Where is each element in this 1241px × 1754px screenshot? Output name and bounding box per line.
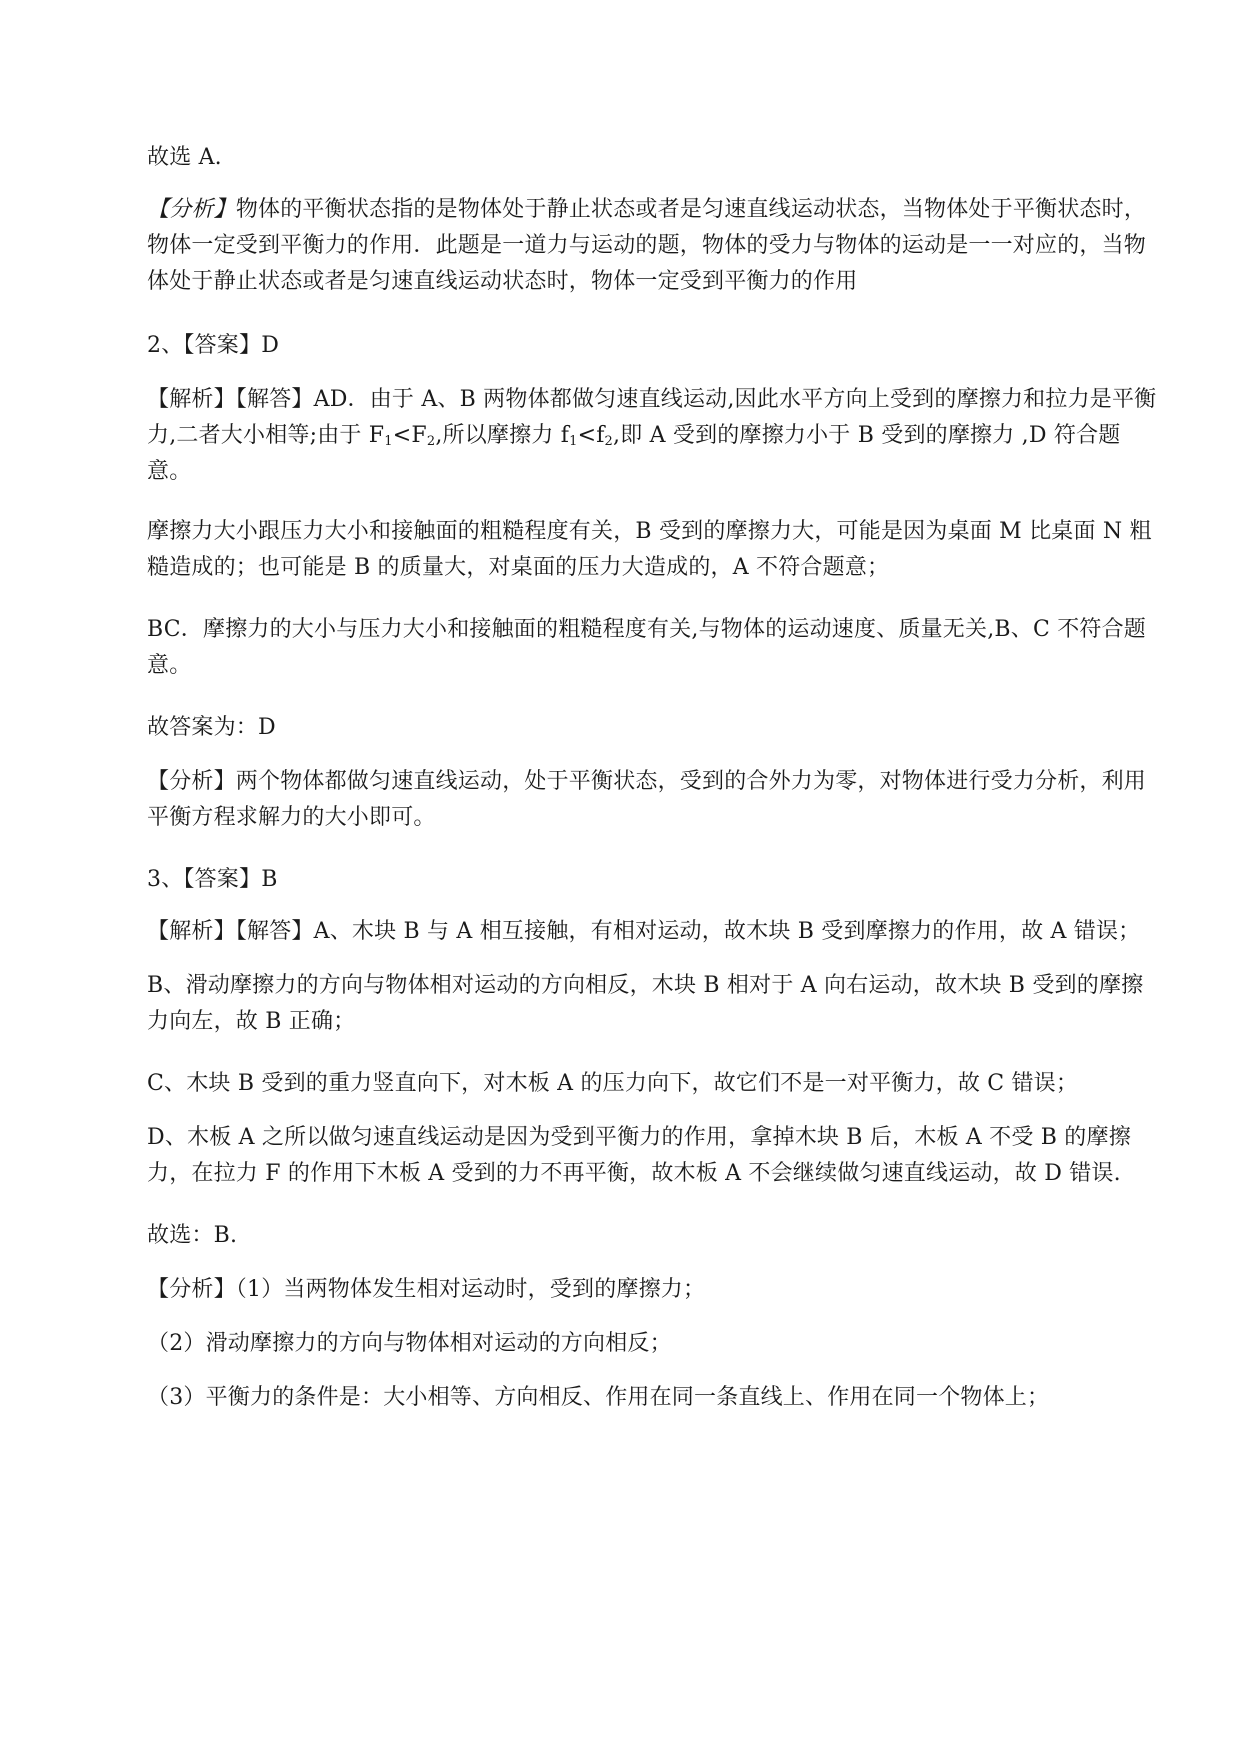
point-c-paragraph: [147, 1066, 1157, 1102]
subscript: 2: [426, 434, 436, 449]
subscript: 1: [569, 434, 578, 449]
solution-paragraph-3: [147, 914, 1157, 950]
final-answer-2: [147, 710, 1157, 746]
paragraph-text: 【分析】（1）当两物体发生相对运动时，受到的摩擦力；: [147, 1277, 706, 1302]
paragraph-text: 【分析】两个物体都做匀速直线运动，处于平衡状态，受到的合外力为零，对物体进行受力分析，利用平衡方程求解力的大小即可。: [147, 769, 1147, 830]
subscript: 2: [604, 434, 614, 449]
point-d-paragraph: [147, 1120, 1157, 1192]
analysis-point-2: [147, 1326, 1157, 1362]
paragraph-text: C、木块 B 受到的重力竖直向下，对木板 A 的压力向下，故它们不是一对平衡力，故 C 错误；: [147, 1071, 1079, 1096]
final-answer-3: [147, 1218, 1157, 1254]
answer-heading-2: [147, 328, 1157, 364]
solution-text-part: ,所以摩擦力 f: [435, 423, 570, 448]
answer-heading-3: [147, 862, 1157, 898]
answer-line: 故选 A.: [147, 145, 222, 170]
analysis-paragraph-2: [147, 764, 1157, 836]
bc-paragraph: [147, 612, 1157, 684]
analysis-point-1: [147, 1272, 1157, 1308]
point-b-paragraph: [147, 968, 1157, 1040]
answer-heading: 3、【答案】B: [147, 867, 278, 892]
paragraph-text: 故答案为：D: [147, 715, 276, 740]
subscript: 1: [384, 434, 393, 449]
answer-choice-a: [147, 140, 1157, 176]
analysis-point-3: [147, 1380, 1157, 1416]
paragraph-text: D、木板 A 之所以做匀速直线运动是因为受到平衡力的作用，拿掉木块 B 后，木板 A 不受 B 的摩擦力，在拉力 F 的作用下木板 A 受到的力不再平衡，故木板 A 不会继续做匀速直线运动，故 D 错误.: [147, 1125, 1131, 1186]
paragraph-text: （3）平衡力的条件是：大小相等、方向相反、作用在同一条直线上、作用在同一个物体上；: [147, 1385, 1050, 1410]
friction-paragraph: [147, 514, 1157, 586]
answer-heading: 2、【答案】D: [147, 333, 280, 358]
paragraph-text: 故选：B.: [147, 1223, 238, 1248]
paragraph-text: 摩擦力大小跟压力大小和接触面的粗糙程度有关，B 受到的摩擦力大，可能是因为桌面 M 比桌面 N 粗糙造成的；也可能是 B 的质量大，对桌面的压力大造成的，A 不符合题意；: [147, 519, 1152, 580]
paragraph-text: B、滑动摩擦力的方向与物体相对运动的方向相反，木块 B 相对于 A 向右运动，故木块 B 受到的摩擦力向左，故 B 正确；: [147, 973, 1144, 1034]
solution-text-part: 【解析】【解答】AD．由于 A、B 两物体都做匀速直线运动,因此水平方向上受到的摩擦力和拉力是平衡力,二者大小相等;由于 F: [147, 387, 1157, 448]
solution-text-part: <F: [392, 423, 427, 448]
paragraph-text: （2）滑动摩擦力的方向与物体相对运动的方向相反；: [147, 1331, 672, 1356]
analysis-text: 物体的平衡状态指的是物体处于静止状态或者是匀速直线运动状态，当物体处于平衡状态时，物体一定受到平衡力的作用．此题是一道力与运动的题，物体的受力与物体的运动是一一对应的，当物体处于静止状态或者是匀速直线运动状态时，物体一定受到平衡力的作用: [147, 197, 1147, 294]
analysis-paragraph-1: [147, 192, 1157, 300]
solution-text-part: ,即 A 受到的摩擦力小于 B 受到的摩擦力 ,D 符合题意。: [147, 423, 1121, 484]
solution-text-part: <f: [577, 423, 605, 448]
paragraph-text: BC．摩擦力的大小与压力大小和接触面的粗糙程度有关,与物体的运动速度、质量无关,B、C 不符合题意。: [147, 617, 1146, 678]
paragraph-text: 【解析】【解答】A、木块 B 与 A 相互接触，有相对运动，故木块 B 受到摩擦力的作用，故 A 错误；: [147, 919, 1141, 944]
analysis-tag: 【分析】: [147, 197, 236, 222]
solution-paragraph-2: [147, 382, 1157, 490]
